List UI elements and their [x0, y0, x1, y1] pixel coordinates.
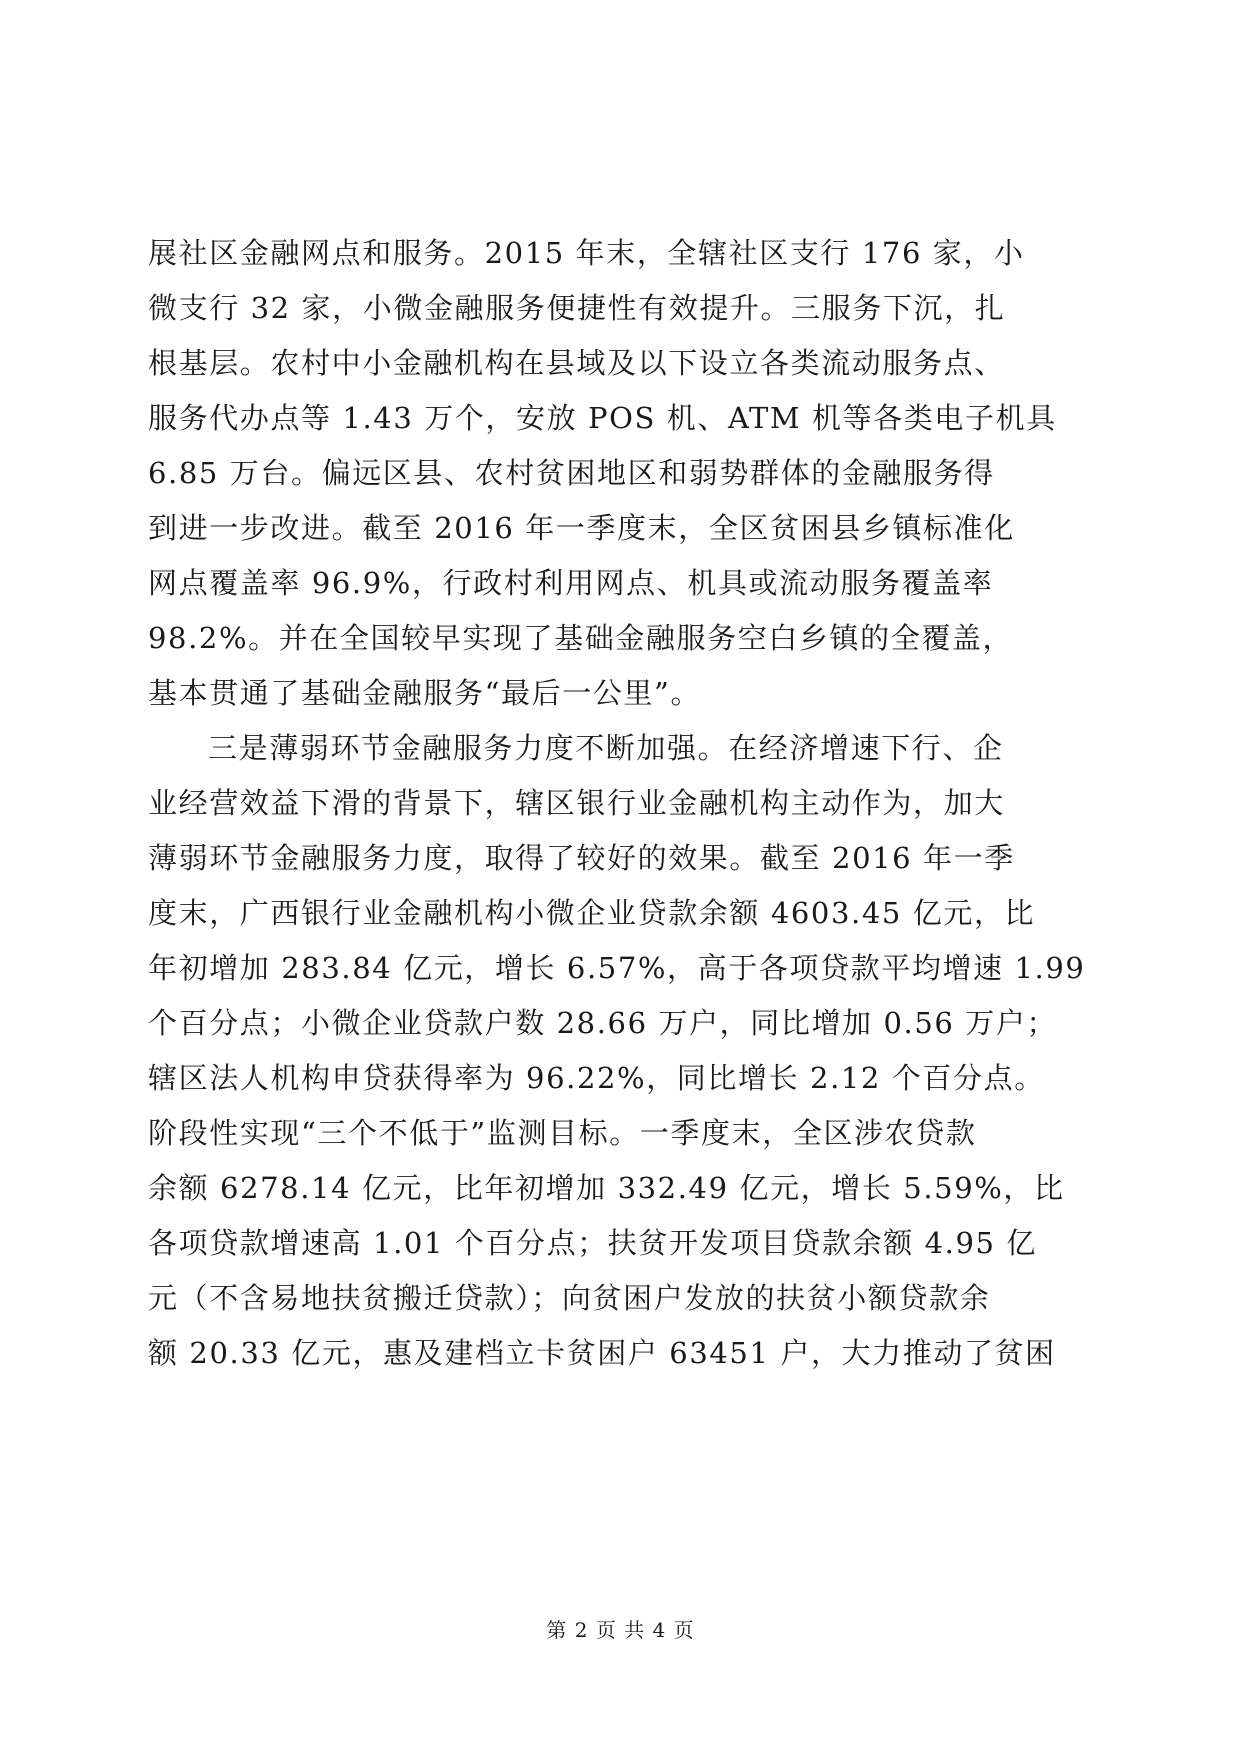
text-line: 度末，广西银行业金融机构小微企业贷款余额 4603.45 亿元，比 [148, 896, 1036, 930]
text-line: 微支行 32 家，小微金融服务便捷性有效提升。三服务下沉，扎 [148, 291, 1006, 325]
text-line: 薄弱环节金融服务力度，取得了较好的效果。截至 2016 年一季 [148, 841, 1015, 875]
text-line: 额 20.33 亿元，惠及建档立卡贫困户 63451 户，大力推动了贫困 [148, 1336, 1056, 1370]
text-line: 余额 6278.14 亿元，比年初增加 332.49 亿元，增长 5.59%，比 [148, 1171, 1065, 1205]
text-line: 业经营效益下滑的背景下，辖区银行业金融机构主动作为，加大 [148, 786, 1005, 820]
paragraph-start-line: 三是薄弱环节金融服务力度不断加强。在经济增速下行、企 [208, 731, 1004, 765]
text-line: 阶段性实现“三个不低于”监测目标。一季度末，全区涉农贷款 [148, 1116, 977, 1150]
page-number-label: 第 2 页 共 4 页 [546, 1618, 695, 1642]
text-line: 基本贯通了基础金融服务“最后一公里”。 [148, 676, 702, 710]
text-line: 到进一步改进。截至 2016 年一季度末，全区贫困县乡镇标准化 [148, 511, 1015, 545]
text-line: 98.2%。并在全国较早实现了基础金融服务空白乡镇的全覆盖， [148, 621, 1014, 655]
text-line: 各项贷款增速高 1.01 个百分点；扶贫开发项目贷款余额 4.95 亿 [148, 1226, 1038, 1260]
text-line: 个百分点；小微企业贷款户数 28.66 万户，同比增加 0.56 万户； [148, 1006, 1058, 1040]
text-line: 年初增加 283.84 亿元，增长 6.57%，高于各项贷款平均增速 1.99 [148, 951, 1086, 985]
text-line: 辖区法人机构申贷获得率为 96.22%，同比增长 2.12 个百分点。 [148, 1061, 1045, 1095]
page-footer [0, 1614, 1241, 1643]
body-text [148, 226, 1088, 1381]
text-line: 6.85 万台。偏远区县、农村贫困地区和弱势群体的金融服务得 [148, 456, 995, 490]
text-line: 根基层。农村中小金融机构在县域及以下设立各类流动服务点、 [148, 346, 1005, 380]
text-line: 网点覆盖率 96.9%，行政村利用网点、机具或流动服务覆盖率 [148, 566, 994, 600]
text-line: 元（不含易地扶贫搬迁贷款）；向贫困户发放的扶贫小额贷款余 [148, 1281, 991, 1315]
text-line: 服务代办点等 1.43 万个，安放 POS 机、ATM 机等各类电子机具 [148, 401, 1057, 435]
text-line: 展社区金融网点和服务。2015 年末，全辖社区支行 176 家，小 [148, 236, 1025, 270]
